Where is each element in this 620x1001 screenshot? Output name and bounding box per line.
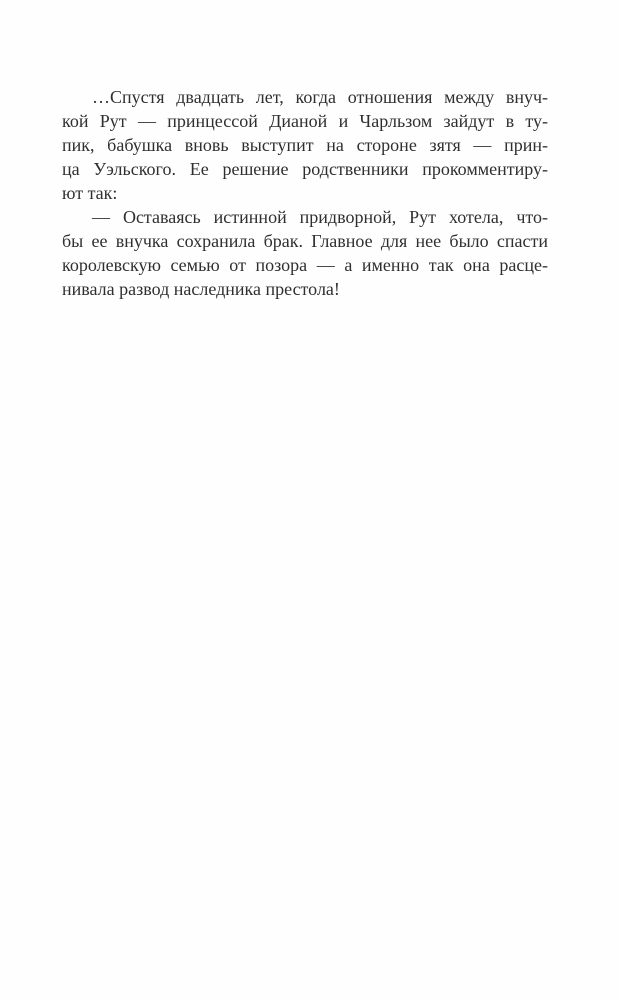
text-line: — Оставаясь истинной придворной, Рут хотела, что-	[92, 207, 548, 227]
text-line: пик, бабушка вновь выступит на стороне зятя — прин-	[62, 135, 548, 155]
text-line: ют так:	[62, 183, 118, 203]
text-line: нивала развод наследника престола!	[62, 279, 340, 299]
text-line: бы ее внучка сохранила брак. Главное для нее было спасти	[62, 231, 548, 251]
text-line: ца Уэльского. Ее решение родственники прокомментиру-	[62, 159, 548, 179]
text-line: королевскую семью от позора — а именно так она расце-	[62, 255, 548, 275]
text-line: …Спустя двадцать лет, когда отношения между внуч-	[92, 87, 548, 107]
text-line: кой Рут — принцессой Дианой и Чарльзом зайдут в ту-	[62, 111, 548, 131]
page-text-block	[62, 85, 548, 301]
